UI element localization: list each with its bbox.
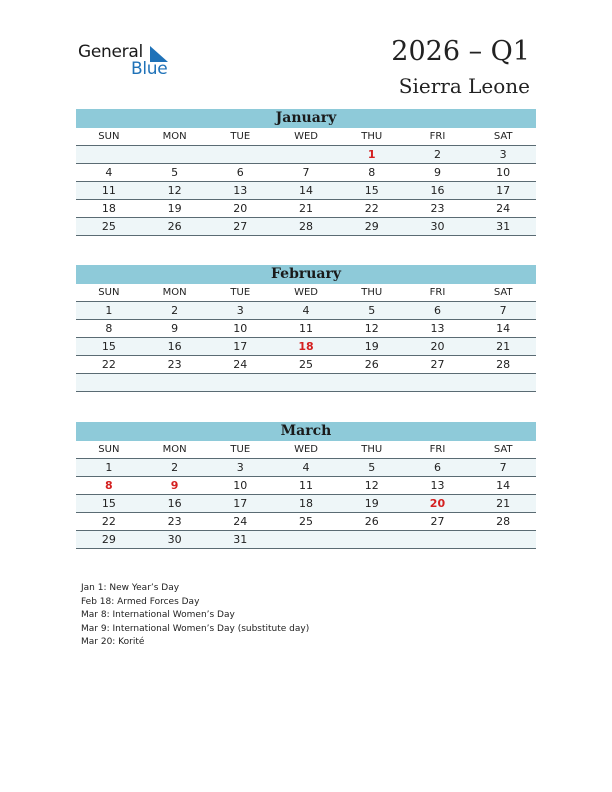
weekday-label: SUN [98,131,120,142]
day-cell: 29 [364,220,379,233]
day-cell: 19 [167,202,182,215]
weekday-label: SUN [98,287,120,298]
weekday-label: FRI [429,131,446,142]
day-cell: 5 [171,166,179,179]
day-cell: 17 [233,497,248,510]
weekday-header-row [76,284,536,302]
day-cell: 7 [499,461,507,474]
month-calendar-january [76,109,536,236]
day-cell: 3 [236,304,244,317]
day-cell [273,374,339,391]
week-row [76,320,536,338]
day-cell: 30 [430,220,445,233]
day-cell: 11 [101,184,116,197]
week-row [76,164,536,182]
day-cell [207,374,273,391]
day-cell: 6 [236,166,244,179]
week-row [76,146,536,164]
day-cell: 28 [496,358,511,371]
brand-general-text: General [78,42,143,62]
day-cell [142,374,208,391]
day-cell: 23 [430,202,445,215]
page-title: 2026 – Q1 [391,36,530,67]
day-cell: 15 [101,497,116,510]
day-cell: 9 [171,322,179,335]
weekday-label: TUE [230,444,251,455]
day-cell: 16 [430,184,445,197]
day-cell: 9 [433,166,441,179]
day-cell [470,531,536,548]
brand-blue-text: Blue [131,59,168,79]
holiday-note: Mar 8: International Women’s Day [81,610,235,621]
week-row [76,338,536,356]
day-cell [339,531,405,548]
week-row [76,531,536,549]
day-cell: 10 [496,166,511,179]
day-cell: 17 [233,340,248,353]
week-row [76,302,536,320]
day-cell: 24 [496,202,511,215]
day-cell: 15 [364,184,379,197]
day-cell: 22 [101,515,116,528]
day-cell: 1 [105,461,113,474]
day-cell [273,146,339,163]
holiday-note: Feb 18: Armed Forces Day [81,596,200,607]
day-cell: 26 [364,515,379,528]
day-cell: 22 [364,202,379,215]
day-cell: 7 [302,166,310,179]
week-row [76,356,536,374]
month-title: March [76,422,536,441]
weekday-label: WED [294,131,318,142]
day-cell [273,531,339,548]
day-cell: 25 [299,358,314,371]
day-cell [405,531,471,548]
weekday-label: MON [162,444,187,455]
holiday-day-cell: 20 [429,497,446,510]
day-cell: 28 [299,220,314,233]
week-row [76,477,536,495]
day-cell: 2 [171,304,179,317]
day-cell: 1 [105,304,113,317]
weekday-header-row [76,128,536,146]
day-cell: 13 [430,322,445,335]
day-cell [76,146,142,163]
day-cell: 8 [368,166,376,179]
day-cell: 19 [364,340,379,353]
day-cell: 5 [368,461,376,474]
month-title: January [76,109,536,128]
week-row [76,218,536,236]
day-cell: 26 [167,220,182,233]
day-cell: 11 [299,479,314,492]
weekday-label: TUE [230,287,251,298]
day-cell: 14 [299,184,314,197]
day-cell: 25 [299,515,314,528]
day-cell: 14 [496,322,511,335]
weekday-label: THU [361,287,383,298]
day-cell: 17 [496,184,511,197]
weekday-header-row [76,441,536,459]
weekday-label: SAT [493,131,513,142]
day-cell: 12 [364,479,379,492]
day-cell: 27 [430,358,445,371]
day-cell: 29 [101,533,116,546]
day-cell: 24 [233,358,248,371]
weekday-label: FRI [429,444,446,455]
week-row [76,495,536,513]
holiday-note: Mar 20: Korité [81,637,145,648]
day-cell: 7 [499,304,507,317]
day-cell: 6 [433,304,441,317]
day-cell: 21 [496,497,511,510]
day-cell: 30 [167,533,182,546]
weekday-label: WED [294,287,318,298]
day-cell [470,374,536,391]
day-cell: 24 [233,515,248,528]
week-row [76,513,536,531]
day-cell: 21 [299,202,314,215]
day-cell: 18 [299,497,314,510]
day-cell: 6 [433,461,441,474]
weekday-label: SAT [493,287,513,298]
day-cell: 11 [299,322,314,335]
holiday-day-cell: 1 [367,148,376,161]
holiday-day-cell: 18 [298,340,314,353]
weekday-label: WED [294,444,318,455]
weekday-label: THU [361,131,383,142]
brand-logo [78,42,188,82]
day-cell: 2 [433,148,441,161]
day-cell: 2 [171,461,179,474]
day-cell: 26 [364,358,379,371]
weekday-label: TUE [230,131,251,142]
holiday-note: Mar 9: International Women’s Day (substitute day) [81,623,310,634]
weekday-label: SUN [98,444,120,455]
weekday-label: FRI [429,287,446,298]
day-cell: 20 [430,340,445,353]
holiday-day-cell: 9 [170,479,179,492]
week-row [76,374,536,392]
week-row [76,200,536,218]
day-cell: 10 [233,479,248,492]
day-cell: 3 [499,148,507,161]
week-row [76,459,536,477]
month-calendar-february [76,265,536,392]
day-cell: 13 [233,184,248,197]
day-cell: 4 [302,304,310,317]
day-cell [339,374,405,391]
day-cell: 8 [105,322,113,335]
day-cell: 18 [101,202,116,215]
day-cell: 23 [167,358,182,371]
day-cell [76,374,142,391]
day-cell: 22 [101,358,116,371]
day-cell: 3 [236,461,244,474]
month-calendar-march [76,422,536,549]
day-cell: 19 [364,497,379,510]
day-cell: 25 [101,220,116,233]
day-cell: 4 [302,461,310,474]
day-cell: 12 [364,322,379,335]
day-cell: 31 [233,533,248,546]
country-name: Sierra Leone [398,74,530,98]
day-cell: 23 [167,515,182,528]
day-cell [142,146,208,163]
holiday-day-cell: 8 [105,479,113,492]
day-cell: 27 [430,515,445,528]
day-cell: 13 [430,479,445,492]
day-cell: 27 [233,220,248,233]
week-row [76,182,536,200]
holiday-notes [81,582,309,650]
weekday-label: SAT [493,444,513,455]
month-title: February [76,265,536,284]
weekday-label: MON [162,131,187,142]
day-cell: 10 [233,322,248,335]
day-cell: 16 [167,340,182,353]
day-cell: 20 [233,202,248,215]
day-cell [405,374,471,391]
holiday-note: Jan 1: New Year’s Day [81,583,180,593]
day-cell: 15 [101,340,116,353]
day-cell: 14 [496,479,511,492]
day-cell: 16 [167,497,182,510]
day-cell: 28 [496,515,511,528]
day-cell: 31 [496,220,511,233]
day-cell [207,146,273,163]
day-cell: 4 [105,166,113,179]
weekday-label: THU [361,444,383,455]
day-cell: 21 [496,340,511,353]
day-cell: 12 [167,184,182,197]
weekday-label: MON [162,287,187,298]
day-cell: 5 [368,304,376,317]
